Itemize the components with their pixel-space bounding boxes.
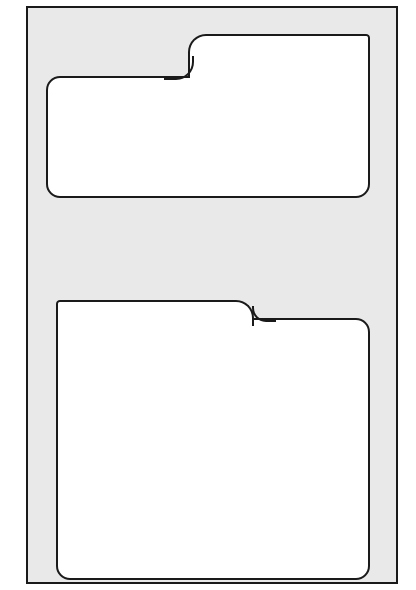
unit4-panel xyxy=(56,318,370,580)
unit3-panel xyxy=(46,76,370,198)
unit3-tab-join xyxy=(190,74,368,79)
unit3-header-tab xyxy=(188,34,370,78)
unit4-tab-join xyxy=(58,320,252,325)
